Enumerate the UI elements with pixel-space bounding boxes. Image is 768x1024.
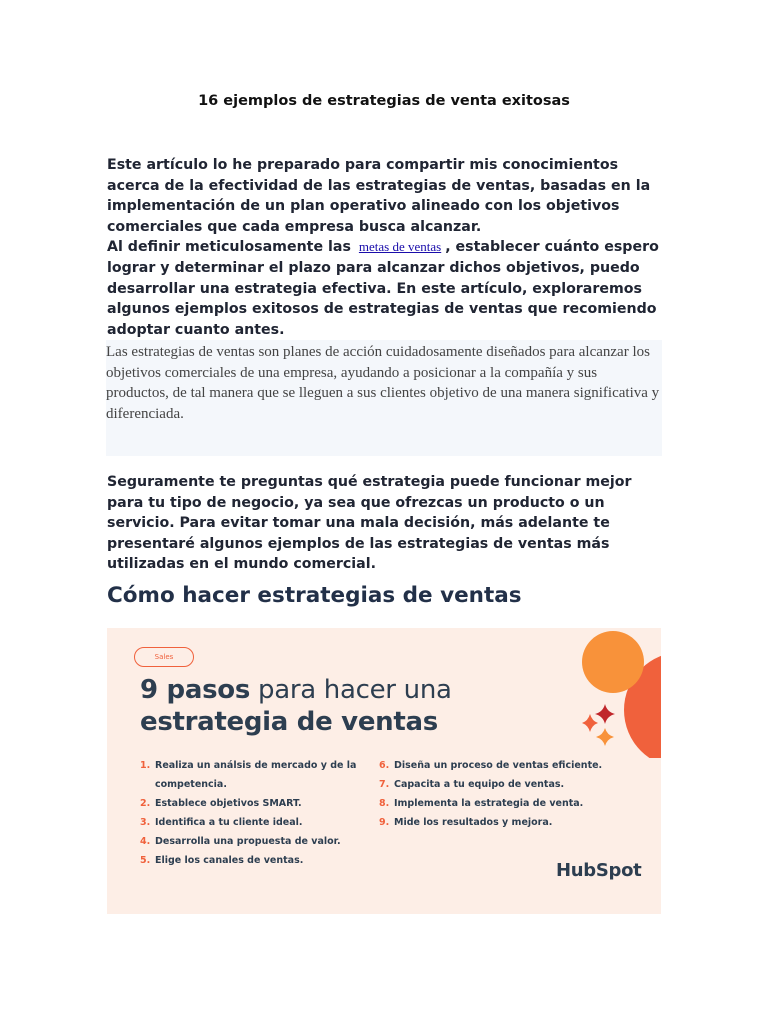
steps-list-right	[379, 756, 629, 832]
intro-line-1: Este artículo lo he preparado para compartir mis conocimientos acerca de la efectividad de las estrategias de ventas, basadas en la implementación de un plan operativo alineado con los objetivos comerciales que cada empresa busca alcanzar.	[107, 157, 651, 235]
sales-badge: Sales	[134, 647, 194, 667]
orange-circle-small	[582, 631, 644, 693]
step-item	[140, 756, 370, 794]
step-text: Diseña un proceso de ventas eficiente.	[394, 760, 603, 771]
step-text: Implementa la estrategia de venta.	[394, 798, 584, 809]
infographic-headline	[140, 674, 452, 738]
decorative-shapes	[567, 628, 661, 758]
step-text: Elige los canales de ventas.	[155, 855, 304, 866]
sparkle-red-icon	[595, 704, 615, 724]
step-number: 9.	[379, 817, 390, 828]
step-item	[379, 756, 629, 775]
steps-list-left	[140, 756, 370, 870]
step-number: 8.	[379, 798, 390, 809]
headline-bold: 9 pasos	[140, 675, 251, 705]
step-item	[140, 794, 370, 813]
headline-line-2	[140, 706, 452, 738]
step-text: Mide los resultados y mejora.	[394, 817, 553, 828]
intro-line-2-start: Al definir meticulosamente las	[107, 239, 351, 256]
step-text: Capacita a tu equipo de ventas.	[394, 779, 565, 790]
definition-quote: Las estrategias de ventas son planes de acción cuidadosamente diseñados para alcanzar los objetivos comerciales de una empresa, ayudando a posicionar a la compañía y sus productos, de tal manera que se lleguen a sus clientes objetivo de una manera significativa y diferenciada.	[106, 340, 662, 456]
step-text: Identifica a tu cliente ideal.	[155, 817, 303, 828]
step-item	[379, 775, 629, 794]
metas-de-ventas-link[interactable]: metas de ventas	[358, 239, 442, 255]
step-text: Establece objetivos SMART.	[155, 798, 302, 809]
step-number: 3.	[140, 817, 151, 828]
intro-line-2-end: , establecer cuánto espero lograr y determinar el plazo para alcanzar dichos objetivos, puedo desarrollar una estrategia efectiva. En este artículo, exploraremos algunos ejemplos exitosos de estrategias de ventas que recomiendo adoptar cuanto antes.	[107, 239, 659, 338]
step-item	[140, 832, 370, 851]
step-number: 5.	[140, 855, 151, 866]
headline-rest: para hacer una	[257, 675, 452, 705]
step-text: Realiza un análsis de mercado y de la competencia.	[155, 760, 357, 790]
sparkle-coral-bottom-icon	[596, 728, 614, 746]
headline-line-2-text: estrategia de ventas	[140, 707, 438, 737]
nine-steps-infographic	[107, 628, 661, 914]
step-item	[140, 851, 370, 870]
second-paragraph: Seguramente te preguntas qué estrategia puede funcionar mejor para tu tipo de negocio, ya sea que ofrezcas un producto o un servicio. Para evitar tomar una mala decisión, más adelante te presentaré algunos ejemplos de las estrategias de ventas más utilizadas en el mundo comercial.	[107, 474, 632, 573]
step-number: 6.	[379, 760, 390, 771]
step-number: 7.	[379, 779, 390, 790]
document-title: 16 ejemplos de estrategias de venta exitosas	[198, 93, 570, 109]
step-item	[379, 794, 629, 813]
intro-paragraph	[107, 155, 662, 340]
section-heading: Cómo hacer estrategias de ventas	[107, 583, 522, 608]
hubspot-logo: HubSpot	[556, 860, 642, 881]
step-number: 2.	[140, 798, 151, 809]
step-item	[140, 813, 370, 832]
headline-line-1	[140, 674, 452, 706]
intro-line-2	[107, 237, 662, 340]
step-number: 4.	[140, 836, 151, 847]
sparkle-coral-left-icon	[582, 714, 598, 732]
step-item	[379, 813, 629, 832]
step-text: Desarrolla una propuesta de valor.	[155, 836, 341, 847]
step-number: 1.	[140, 760, 151, 771]
